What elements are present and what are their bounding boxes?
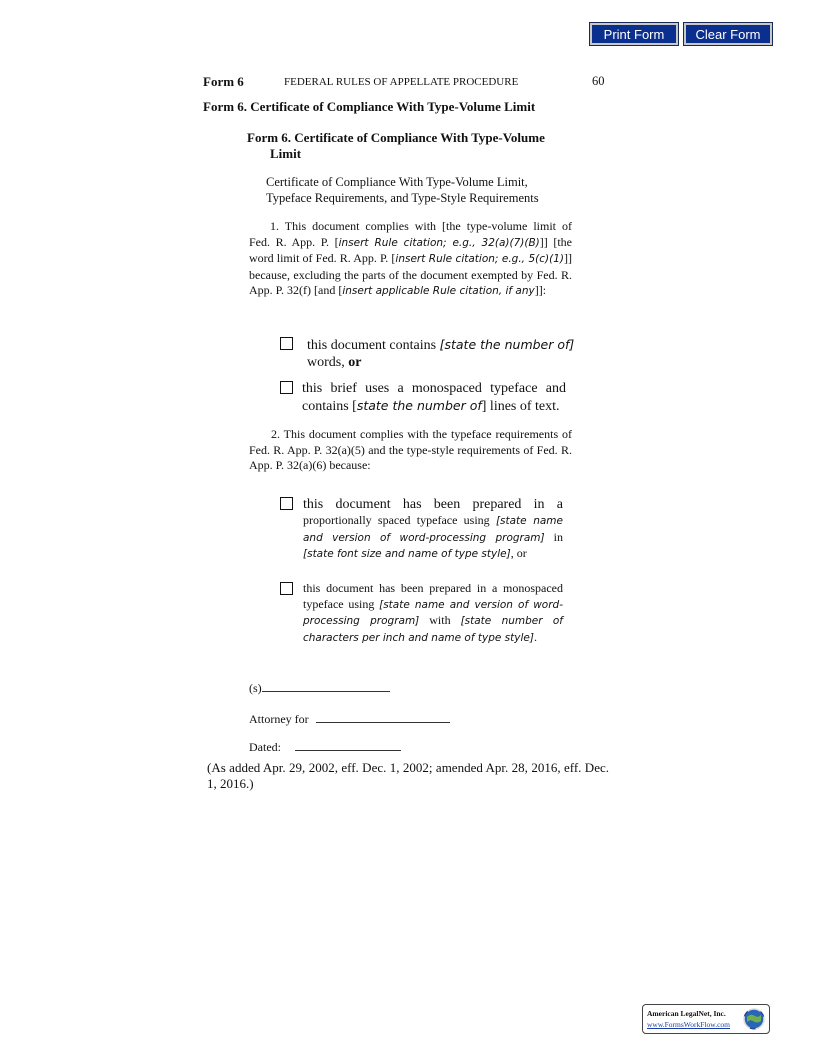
clear-form-button[interactable]: Clear Form [684, 23, 772, 45]
form-title-line1: Form 6. Certificate of Compliance With Type-Volume [247, 130, 545, 145]
footer-logo[interactable] [642, 1004, 770, 1034]
paragraph-2: 2. This document complies with the typeface requirements of Fed. R. App. P. 32(a)(5) and the type-style requirements of Fed. R. App. P. 32(a)(6) because: [249, 427, 572, 472]
option-monospaced-text-3: . [533, 629, 537, 644]
signature-field[interactable] [262, 679, 390, 692]
para1-italic-2: insert Rule citation; e.g., 5(c)(1) [395, 253, 564, 265]
subtitle-line1: Certificate of Compliance With Type-Volume Limit, [266, 175, 528, 189]
option-proportional-italic-1: [state name and version of word-processing program] [303, 515, 563, 544]
monospaced-typeface-checkbox[interactable] [280, 582, 293, 595]
footer-url[interactable]: www.FormsWorkFlow.com [647, 1020, 731, 1029]
option-line-count [302, 380, 566, 415]
attorney-row [249, 710, 450, 727]
header-running-title: FEDERAL RULES OF APPELLATE PROCEDURE [284, 76, 519, 88]
option-monospaced-text-1: this document has been prepared in a monospaced typeface using [303, 581, 563, 611]
subtitle [266, 175, 539, 206]
option-monospaced-italic-1: [state name and version of word-processing program] [303, 598, 563, 627]
form-title-line2: Limit [270, 146, 302, 161]
word-count-checkbox[interactable] [280, 337, 293, 350]
option-words-text-1: this document contains [307, 338, 440, 353]
subtitle-line2: Typeface Requirements, and Type-Style Requirements [266, 190, 539, 205]
option-words-italic: [state the number of] [439, 337, 575, 352]
paragraph-1 [249, 219, 572, 300]
option-proportional-text-3: , or [510, 546, 527, 560]
history-note: (As added Apr. 29, 2002, eff. Dec. 1, 2002; amended Apr. 28, 2016, eff. Dec. 1, 2016.) [207, 760, 609, 791]
option-monospaced [303, 581, 563, 646]
option-proportional [303, 496, 563, 563]
option-proportional-italic-2: [state font size and name of type style] [303, 548, 511, 560]
dated-field[interactable] [295, 738, 401, 751]
option-proportional-text-1: proportionally spaced typeface using [303, 513, 496, 527]
dated-row [249, 738, 401, 755]
print-form-button[interactable]: Print Form [590, 23, 678, 45]
header-page-number: 60 [592, 74, 605, 88]
para1-text-4: ]]: [534, 283, 547, 297]
option-word-count [307, 336, 577, 371]
option-lines-text-2: ] lines of text. [481, 399, 560, 414]
option-proportional-lead: this document has been prepared in a [303, 497, 563, 512]
main-title: Form 6. Certificate of Compliance With Type-Volume Limit [203, 99, 536, 114]
option-proportional-text-2: in [544, 529, 563, 544]
option-lines-italic: state the number of [356, 398, 482, 413]
para1-text-3: ]] because, excluding the parts of the document exempted by Fed. R. App. P. 32(f) [and [ [249, 251, 572, 297]
form-title [247, 130, 545, 162]
signature-row [249, 679, 390, 696]
para1-text-2: ]] [the word limit of Fed. R. App. P. [ [249, 234, 572, 265]
header-form-label: Form 6 [203, 74, 244, 89]
proportional-typeface-checkbox[interactable] [280, 497, 293, 510]
line-count-checkbox[interactable] [280, 381, 293, 394]
option-words-text-2: words, [307, 355, 349, 370]
attorney-label: Attorney for [249, 712, 312, 726]
para1-italic-1: insert Rule citation; e.g., 32(a)(7)(B) [338, 236, 540, 249]
footer-company: American LegalNet, Inc. [647, 1009, 726, 1018]
option-monospaced-italic-2: [state number of characters per inch and name of type style] [303, 615, 563, 644]
option-words-or: or [348, 355, 362, 370]
para1-italic-3: insert applicable Rule citation, if any [342, 285, 535, 297]
dated-label: Dated: [249, 740, 281, 754]
option-monospaced-text-2: with [419, 613, 461, 627]
option-lines-text-1: this brief uses a monospaced typeface and contains [ [302, 381, 566, 414]
globe-icon [743, 1008, 765, 1030]
para1-text-1: 1. This document complies with [the type-volume limit of Fed. R. App. P. [ [249, 219, 572, 249]
attorney-field[interactable] [316, 710, 450, 723]
signature-label: (s) [249, 681, 262, 695]
option-proportional-body [303, 513, 563, 563]
